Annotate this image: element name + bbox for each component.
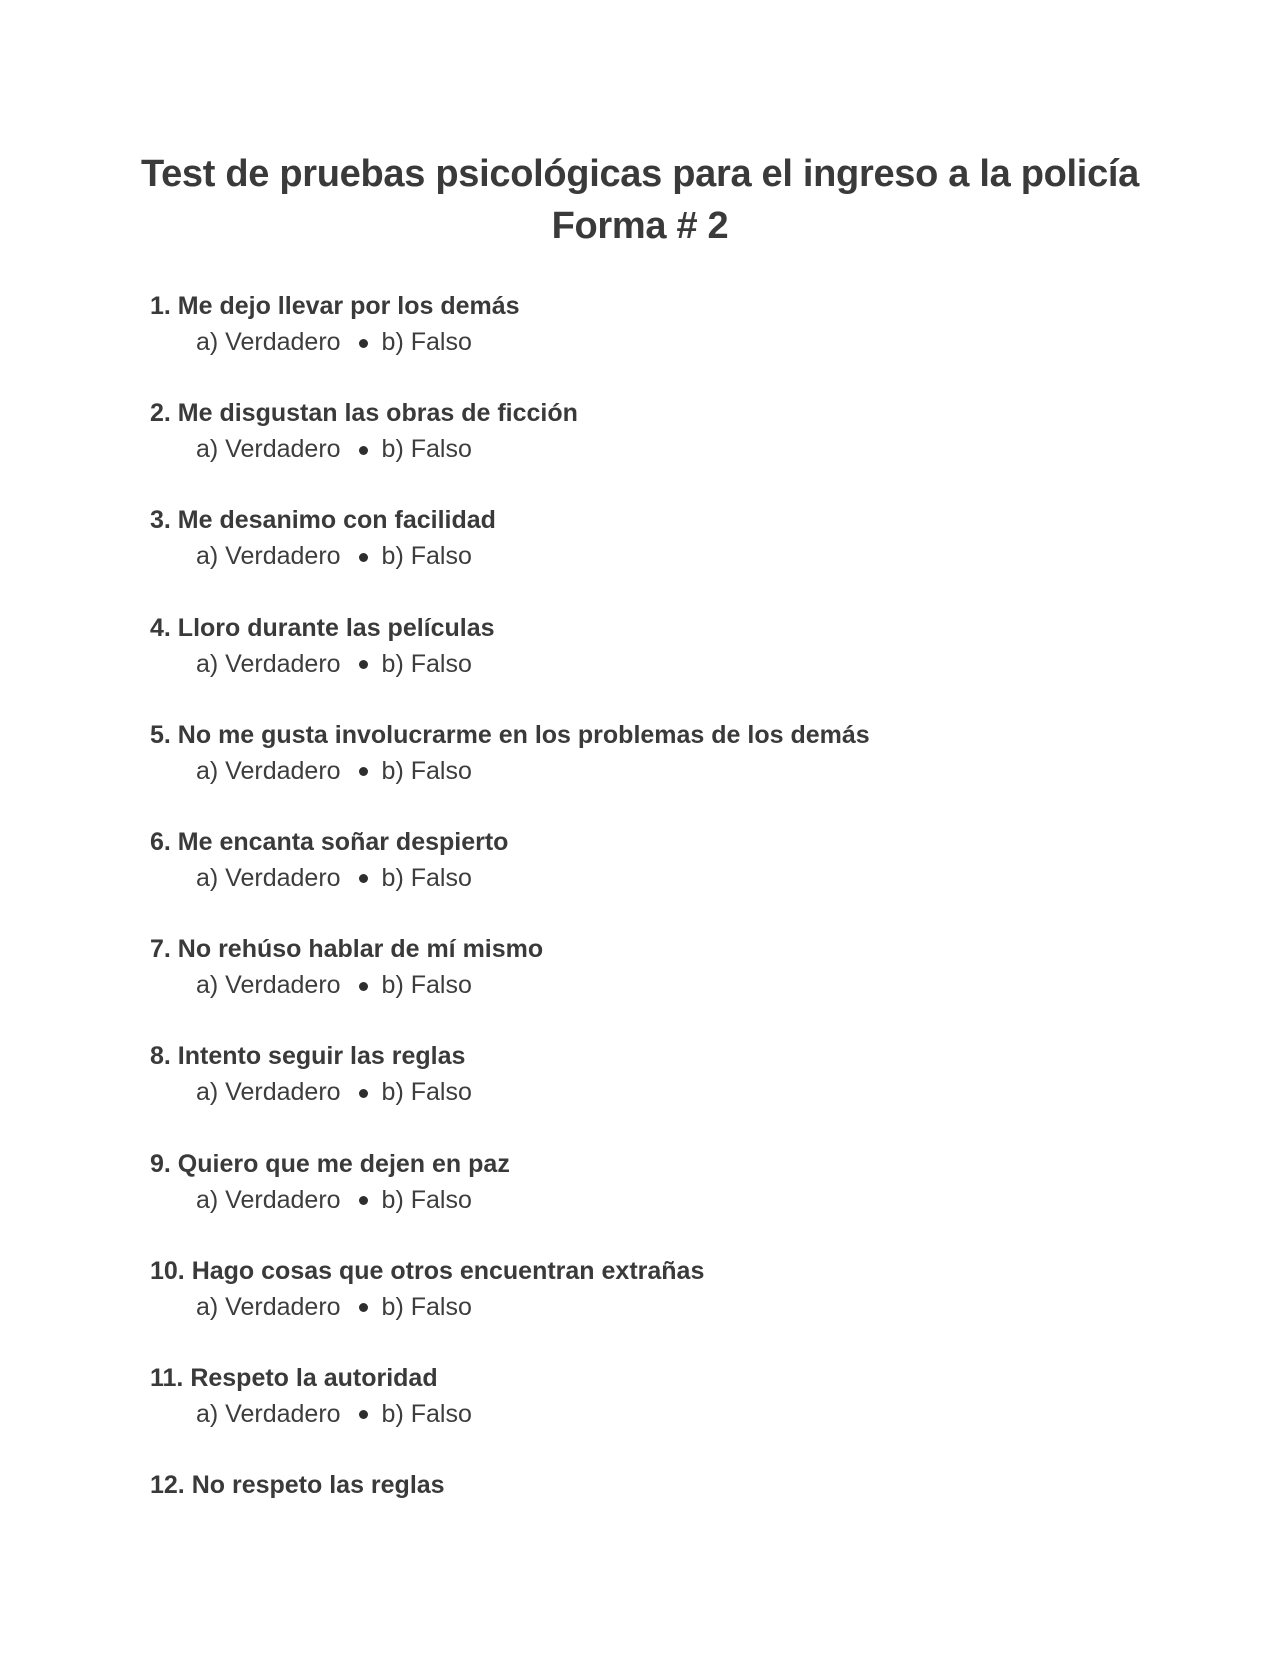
option-true: a) Verdadero bbox=[196, 1292, 341, 1321]
answer-options bbox=[196, 967, 1150, 1003]
option-false: b) Falso bbox=[381, 542, 472, 571]
question-text: 1. Me dejo llevar por los demás bbox=[150, 292, 520, 320]
option-true: a) Verdadero bbox=[196, 971, 341, 1000]
question-text: 4. Lloro durante las películas bbox=[150, 613, 495, 642]
bullet-icon bbox=[359, 1410, 368, 1419]
bullet-icon bbox=[359, 1196, 368, 1205]
answer-options bbox=[196, 1289, 1150, 1325]
bullet-icon bbox=[359, 767, 368, 776]
bullet-icon bbox=[359, 874, 368, 883]
question-item bbox=[150, 1038, 1150, 1145]
question-item bbox=[150, 824, 1150, 931]
answer-options bbox=[196, 1074, 1150, 1110]
bullet-icon bbox=[359, 660, 368, 669]
question-text: 2. Me disgustan las obras de ficción bbox=[150, 399, 578, 428]
option-true: a) Verdadero bbox=[196, 863, 341, 892]
title-line-2: Forma # 2 bbox=[551, 205, 729, 247]
option-false: b) Falso bbox=[381, 863, 472, 892]
option-true: a) Verdadero bbox=[196, 756, 341, 785]
option-false: b) Falso bbox=[381, 328, 472, 356]
question-text: 10. Hago cosas que otros encuentran extrañas bbox=[150, 1256, 705, 1285]
option-false: b) Falso bbox=[381, 756, 472, 785]
question-item bbox=[150, 288, 1150, 395]
bullet-icon bbox=[359, 1303, 368, 1312]
bullet-icon bbox=[359, 553, 368, 562]
option-true: a) Verdadero bbox=[196, 1185, 341, 1214]
question-item bbox=[150, 1253, 1150, 1360]
bullet-icon bbox=[359, 446, 368, 455]
answer-options bbox=[196, 431, 1150, 467]
bullet-icon bbox=[359, 982, 368, 991]
question-text: 8. Intento seguir las reglas bbox=[150, 1042, 466, 1071]
question-text: 12. No respeto las reglas bbox=[150, 1471, 445, 1500]
answer-options bbox=[196, 1396, 1150, 1432]
option-true: a) Verdadero bbox=[196, 1399, 341, 1428]
option-false: b) Falso bbox=[381, 649, 472, 678]
option-true: a) Verdadero bbox=[196, 1078, 341, 1107]
question-item bbox=[150, 717, 1150, 824]
question-item bbox=[150, 931, 1150, 1038]
option-false: b) Falso bbox=[381, 1399, 472, 1428]
option-true: a) Verdadero bbox=[196, 328, 341, 356]
question-item bbox=[150, 1146, 1150, 1253]
answer-options bbox=[196, 860, 1150, 896]
bullet-icon bbox=[359, 1089, 368, 1098]
option-false: b) Falso bbox=[381, 1292, 472, 1321]
question-text: 7. No rehúso hablar de mí mismo bbox=[150, 935, 544, 964]
bullet-icon bbox=[359, 339, 368, 348]
answer-options bbox=[196, 753, 1150, 789]
question-item bbox=[150, 1360, 1150, 1467]
question-item bbox=[150, 1467, 1150, 1574]
question-text: 3. Me desanimo con facilidad bbox=[150, 506, 496, 535]
answer-options bbox=[196, 538, 1150, 574]
question-list bbox=[150, 288, 1150, 1574]
question-text: 9. Quiero que me dejen en paz bbox=[150, 1149, 510, 1178]
option-false: b) Falso bbox=[381, 971, 472, 1000]
title-line-1: Test de pruebas psicológicas para el ingreso a la policía bbox=[141, 153, 1139, 195]
question-text: 6. Me encanta soñar despierto bbox=[150, 827, 509, 856]
question-text: 5. No me gusta involucrarme en los problemas de los demás bbox=[150, 720, 870, 749]
option-false: b) Falso bbox=[381, 1185, 472, 1214]
question-item bbox=[150, 502, 1150, 609]
option-false: b) Falso bbox=[381, 435, 472, 464]
document-title bbox=[120, 148, 1160, 252]
question-text: 11. Respeto la autoridad bbox=[150, 1363, 438, 1392]
option-true: a) Verdadero bbox=[196, 542, 341, 571]
question-item bbox=[150, 610, 1150, 717]
option-true: a) Verdadero bbox=[196, 435, 341, 464]
question-item bbox=[150, 395, 1150, 502]
answer-options bbox=[196, 1182, 1150, 1218]
option-false: b) Falso bbox=[381, 1078, 472, 1107]
option-true: a) Verdadero bbox=[196, 649, 341, 678]
answer-options bbox=[196, 324, 1150, 360]
answer-options bbox=[196, 646, 1150, 682]
